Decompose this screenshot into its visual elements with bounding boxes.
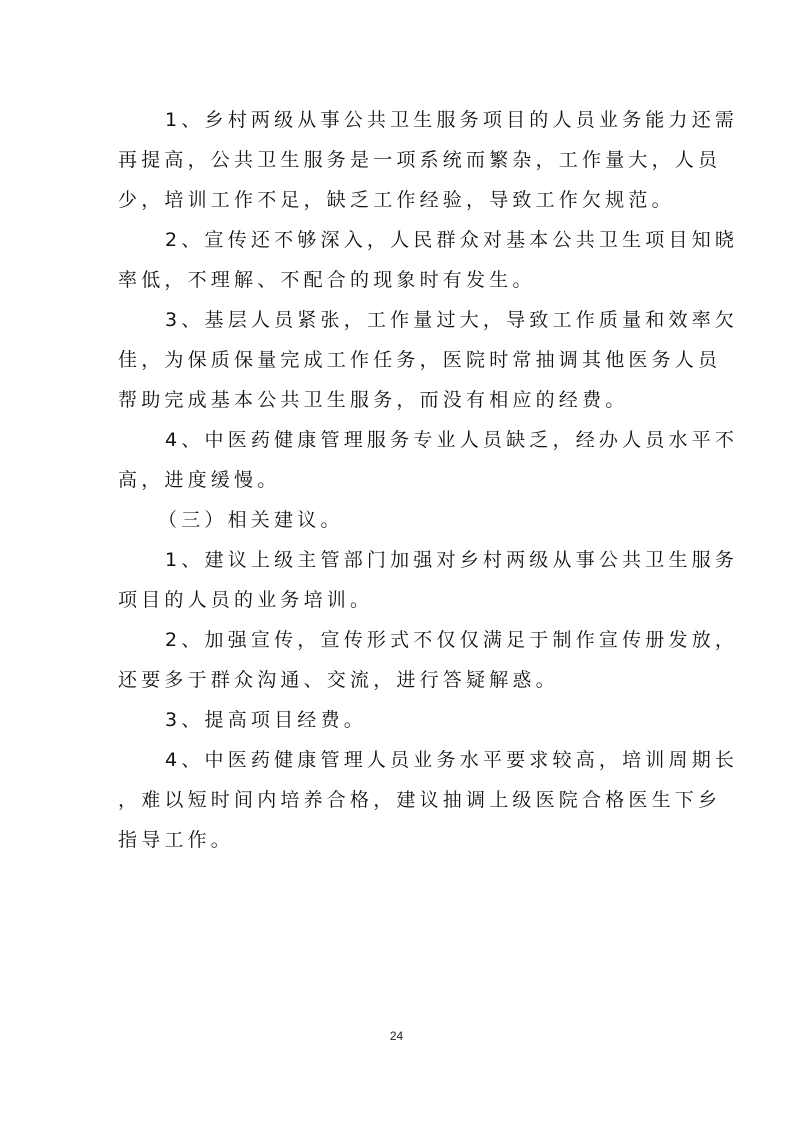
paragraph-1-line-2: 再提高，公共卫生服务是一项系统而繁杂，工作量大，人员 xyxy=(118,149,722,171)
paragraph-3-line-3: 帮助完成基本公共卫生服务，而没有相应的经费。 xyxy=(118,389,629,411)
paragraph-3-line-2: 佳，为保质保量完成工作任务，医院时常抽调其他医务人员 xyxy=(118,349,722,371)
paragraph-4-line-1: 4、中医药健康管理服务专业人员缺乏，经办人员水平不 xyxy=(165,429,739,451)
suggestion-3-line-1: 3、提高项目经费。 xyxy=(165,709,367,731)
suggestion-4-line-2: ，难以短时间内培养合格，建议抽调上级医院合格医生下乡 xyxy=(118,789,722,811)
section-heading: （三）相关建议。 xyxy=(158,509,344,531)
suggestion-1-line-2: 项目的人员的业务培训。 xyxy=(118,589,374,611)
paragraph-1-line-3: 少，培训工作不足，缺乏工作经验，导致工作欠规范。 xyxy=(118,189,675,211)
suggestion-2-line-2: 还要多于群众沟通、交流，进行答疑解惑。 xyxy=(118,669,559,691)
suggestion-1-line-1: 1、建议上级主管部门加强对乡村两级从事公共卫生服务 xyxy=(165,549,739,571)
suggestion-2-line-1: 2、加强宣传，宣传形式不仅仅满足于制作宣传册发放， xyxy=(165,629,739,651)
suggestion-4-line-3: 指导工作。 xyxy=(118,829,235,851)
suggestion-4-line-1: 4、中医药健康管理人员业务水平要求较高，培训周期长 xyxy=(165,749,739,771)
paragraph-2-line-1: 2、宣传还不够深入，人民群众对基本公共卫生项目知晓 xyxy=(165,229,739,251)
page-number: 24 xyxy=(389,1029,404,1043)
paragraph-3-line-1: 3、基层人员紧张，工作量过大，导致工作质量和效率欠 xyxy=(165,309,739,331)
paragraph-2-line-2: 率低，不理解、不配合的现象时有发生。 xyxy=(118,269,536,291)
paragraph-4-line-2: 高，进度缓慢。 xyxy=(118,469,281,491)
paragraph-1-line-1: 1、乡村两级从事公共卫生服务项目的人员业务能力还需 xyxy=(165,109,739,131)
